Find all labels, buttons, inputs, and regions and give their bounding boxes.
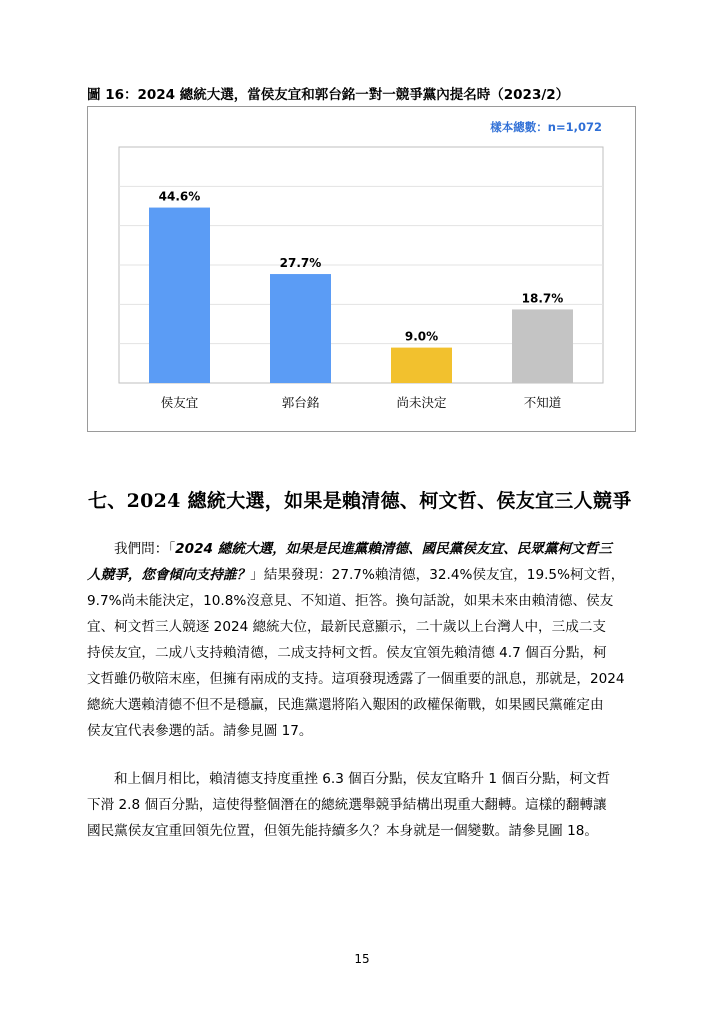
category-label: 侯友宜 (160, 395, 199, 410)
paragraph-1 (87, 536, 640, 744)
bar-chart (88, 107, 637, 433)
bar-value-label: 27.7% (279, 256, 322, 271)
bar-value-label: 18.7% (521, 291, 564, 306)
paragraph-1-line-3: 9.7%尚未能決定，10.8%沒意見、不知道、拒答。換句話說，如果未來由賴清德、侯友 (87, 593, 614, 609)
question-text-a: 2024 總統大選，如果是民進黨賴清德、國民黨侯友宜、民眾黨柯文哲三 (175, 541, 612, 557)
paragraph-1-line-2 (87, 562, 640, 588)
question-lead: 我們問：「 (114, 541, 176, 557)
page-number: 15 (354, 952, 370, 966)
paragraph-2-line-2: 下滑 2.8 個百分點，這使得整個潛在的總統選舉競爭結構出現重大翻轉。這樣的翻轉讓 (87, 797, 607, 813)
bar-chart-frame (87, 106, 636, 432)
paragraph-2 (87, 766, 640, 844)
paragraph-1-line-7: 總統大選賴清德不但不是穩贏，民進黨還將陷入艱困的政權保衛戰，如果國民黨確定由 (87, 697, 604, 713)
bar-2 (270, 274, 331, 383)
paragraph-1-line-4: 宜、柯文哲三人競逐 2024 總統大位，最新民意顯示，二十歲以上台灣人中，三成二支 (87, 619, 607, 635)
figure-caption: 圖 16：2024 總統大選，當侯友宜和郭台銘一對一競爭黨內提名時（2023/2） (87, 87, 570, 103)
paragraph-1-line-1 (87, 536, 640, 562)
question-result: 」結果發現：27.7%賴清德，32.4%侯友宜，19.5%柯文哲， (250, 567, 625, 583)
question-text-b: 人競爭，您會傾向支持誰？ (87, 567, 251, 583)
bar-4 (512, 309, 573, 383)
paragraph-2-line-3: 國民黨侯友宜重回領先位置，但領先能持續多久？本身就是一個變數。請參見圖 18。 (87, 823, 598, 839)
section-heading: 七、2024 總統大選，如果是賴清德、柯文哲、侯友宜三人競爭 (88, 490, 632, 512)
bar-1 (149, 208, 210, 383)
bar-3 (391, 348, 452, 383)
category-label: 不知道 (523, 395, 562, 410)
paragraph-1-line-6: 文哲雖仍敬陪末座，但擁有兩成的支持。這項發現透露了一個重要的訊息，那就是，2024 (87, 671, 625, 687)
category-label: 尚未決定 (396, 395, 447, 410)
paragraph-1-line-8: 侯友宜代表參選的話。請參見圖 17。 (87, 723, 313, 739)
paragraph-2-line-1: 和上個月相比，賴清德支持度重挫 6.3 個百分點，侯友宜略升 1 個百分點，柯文哲 (114, 771, 611, 787)
category-label: 郭台銘 (281, 395, 320, 410)
bar-value-label: 9.0% (404, 329, 439, 344)
paragraph-1-line-5: 持侯友宜，二成八支持賴清德，二成支持柯文哲。侯友宜領先賴清德 4.7 個百分點，柯 (87, 645, 607, 661)
sample-size-note: 樣本總數：n=1,072 (490, 120, 602, 134)
bar-value-label: 44.6% (158, 189, 201, 204)
